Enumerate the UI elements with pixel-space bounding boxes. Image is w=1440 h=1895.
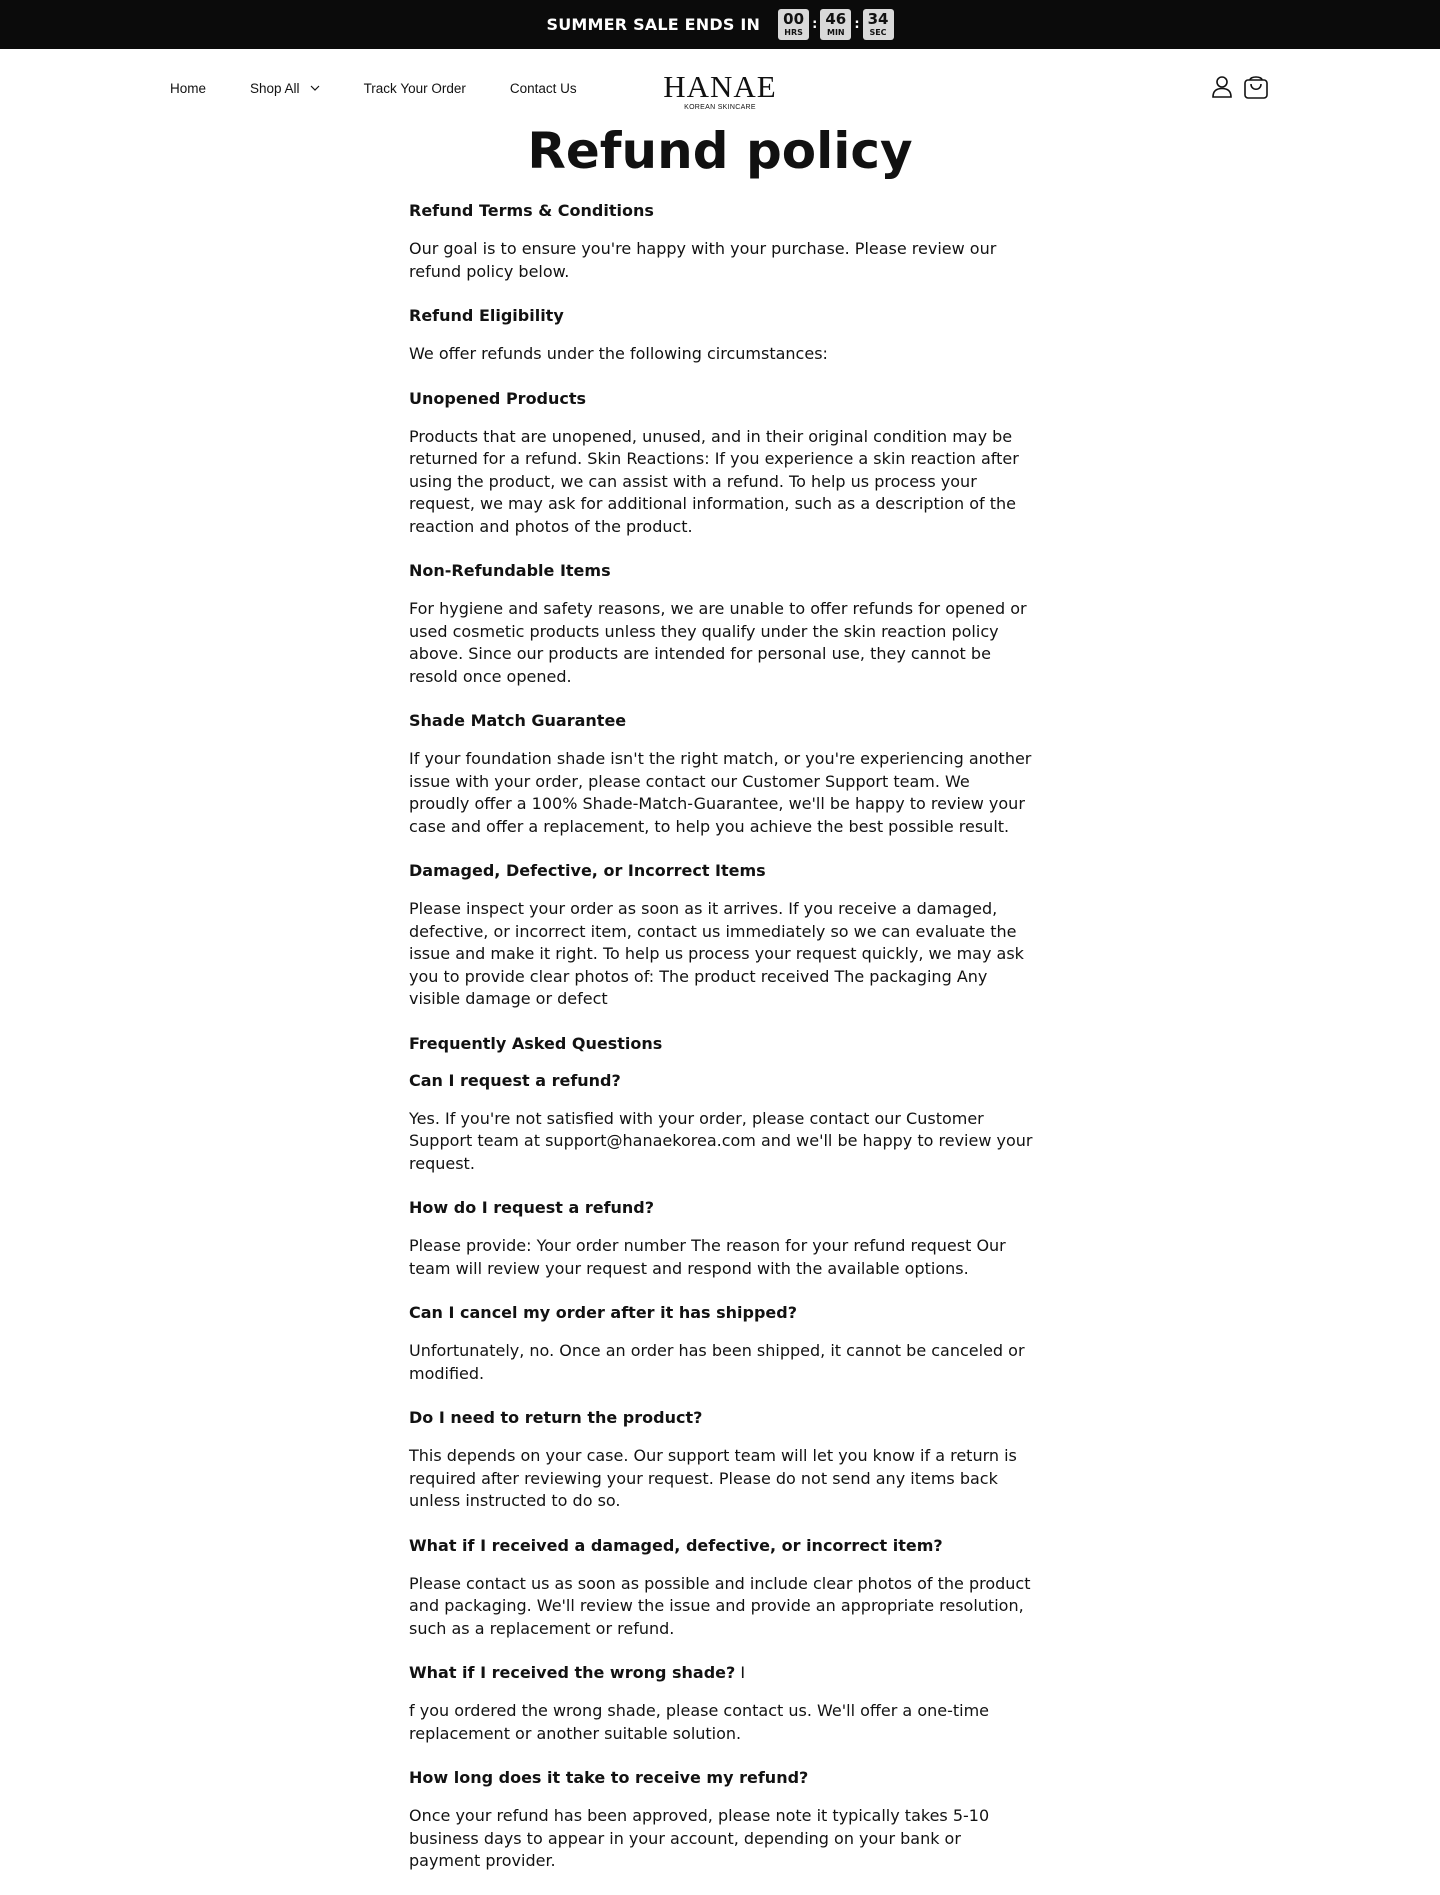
policy-paragraph [409,1108,1035,1176]
paragraph-text: Unfortunately, no. Once an order has been shipped, it cannot be canceled or modified. [409,1341,1025,1383]
countdown-seconds [863,9,894,40]
heading-text: How long does it take to receive my refund? [409,1768,809,1787]
heading-text: Damaged, Defective, or Incorrect Items [409,861,766,880]
paragraph-text: Our goal is to ensure you're happy with your purchase. Please review our refund policy below. [409,239,997,281]
policy-paragraph [409,1235,1035,1280]
announcement-bar [0,0,1440,49]
countdown-separator: : [812,17,818,32]
heading-text: Frequently Asked Questions [409,1033,663,1053]
user-icon[interactable] [1208,73,1236,101]
paragraph-text: f you ordered the wrong shade, please contact us. We'll offer a one-time replacement or another suitable solution. [409,1701,990,1743]
policy-paragraph [409,748,1035,838]
heading-text: Can I request a refund? [409,1070,621,1090]
logo-tagline: KOREAN SKINCARE [684,104,756,111]
section-heading [409,200,1035,222]
paragraph-text: This depends on your case. Our support team will let you know if a return is required after reviewing your request. Please do not send any items back unless instructed to do so. [409,1446,1017,1510]
policy-paragraph [409,1573,1035,1641]
countdown-separator: : [854,17,860,32]
header-actions [1208,73,1276,101]
countdown-seconds-value: 34 [867,10,889,28]
heading-text: Shade Match Guarantee [409,711,627,730]
heading-text: Do I need to return the product? [409,1408,703,1427]
policy-paragraph [409,1340,1035,1385]
paragraph-text: We offer refunds under the following circumstances: [409,344,828,363]
policy-paragraph [409,898,1035,1011]
heading-text: What if I received the wrong shade? [409,1663,736,1682]
section-heading [409,1535,1035,1557]
sale-text: SUMMER SALE ENDS IN [546,15,761,34]
section-heading [409,1197,1035,1219]
heading-text: Non-Refundable Items [409,561,611,580]
heading-text: Refund Terms & Conditions [409,201,654,220]
main-nav [170,49,621,127]
policy-content [409,200,1035,1895]
heading-text: Can I cancel my order after it has shipped? [409,1303,797,1322]
nav-shop-all[interactable] [250,81,320,96]
nav-track-order[interactable]: Track Your Order [363,80,466,96]
page-title: Refund policy [527,122,913,180]
paragraph-text: Please provide: Your order number The reason for your refund request Our team will review your request and respond with the available options. [409,1236,1006,1278]
brand-logo[interactable] [663,71,777,111]
section-heading [409,1662,1035,1684]
section-heading [409,710,1035,732]
section-heading [409,1302,1035,1324]
heading-text: How do I request a refund? [409,1198,655,1217]
chevron-down-icon [310,85,320,91]
countdown-seconds-label: SEC [869,28,887,37]
countdown-hours-label: HRS [784,28,803,37]
policy-paragraph [409,1445,1035,1513]
heading-text: Refund Eligibility [409,306,564,325]
heading-text: Unopened Products [409,388,587,408]
countdown-minutes [820,9,851,40]
paragraph-text: Please inspect your order as soon as it arrives. If you receive a damaged, defective, or incorrect item, contact us immediately so we can evaluate the issue and make it right. To help us process your request quickly, we may ask you to provide clear photos of: The product received The packaging Any visible damage or defect [409,899,1024,1008]
paragraph-text: For hygiene and safety reasons, we are unable to offer refunds for opened or used cosmetic products unless they qualify under the skin reaction policy above. Since our products are intended for personal use, they cannot be resold once opened. [409,599,1027,686]
policy-paragraph [409,343,1035,366]
paragraph-text: Yes. If you're not satisfied with your order, please contact our Customer Support team at support@hanaekorea.com and we'll be happy to review your request. [409,1108,1033,1173]
countdown-minutes-value: 46 [825,10,847,28]
paragraph-text: Once your refund has been approved, please note it typically takes 5-10 business days to appear in your account, depending on your bank or payment provider. [409,1806,990,1870]
section-heading [409,1767,1035,1789]
policy-paragraph [409,1700,1035,1745]
logo-wordmark: HANAE [663,69,777,104]
faq-heading [409,1033,1035,1055]
nav-shop-all-label: Shop All [250,80,300,96]
heading-text: What if I received a damaged, defective, or incorrect item? [409,1535,943,1555]
paragraph-text: Please contact us as soon as possible and include clear photos of the product and packaging. We'll review the issue and provide an appropriate resolution, such as a replacement or refund. [409,1573,1031,1638]
countdown-timer [778,9,893,40]
site-header [0,49,1440,128]
policy-paragraph [409,598,1035,688]
heading-suffix: I [735,1663,746,1682]
section-heading [409,388,1035,410]
cart-icon[interactable] [1242,73,1270,101]
paragraph-text: If your foundation shade isn't the right match, or you're experiencing another issue with your order, please contact our Customer Support team. We proudly offer a 100% Shade-Match-Guarantee, we'll be happy to review your case and offer a replacement, to help you achieve the best possible result. [409,749,1032,836]
paragraph-text: Products that are unopened, unused, and in their original condition may be returned for a refund. Skin Reactions: If you experience a skin reaction after using the product, we can assist with a refund. To help us process your request, we may ask for additional information, such as a description of the reaction and photos of the product. [409,426,1019,536]
policy-paragraph [409,1805,1035,1873]
policy-paragraph [409,238,1035,283]
section-heading [409,1407,1035,1429]
section-heading [409,860,1035,882]
section-heading [409,1070,1035,1092]
countdown-minutes-label: MIN [826,28,845,37]
nav-home[interactable]: Home [170,80,207,96]
policy-paragraph [409,426,1035,539]
countdown-hours [778,9,809,40]
nav-contact[interactable]: Contact Us [509,80,577,96]
countdown-hours-value: 00 [783,10,805,28]
section-heading [409,560,1035,582]
section-heading [409,305,1035,327]
